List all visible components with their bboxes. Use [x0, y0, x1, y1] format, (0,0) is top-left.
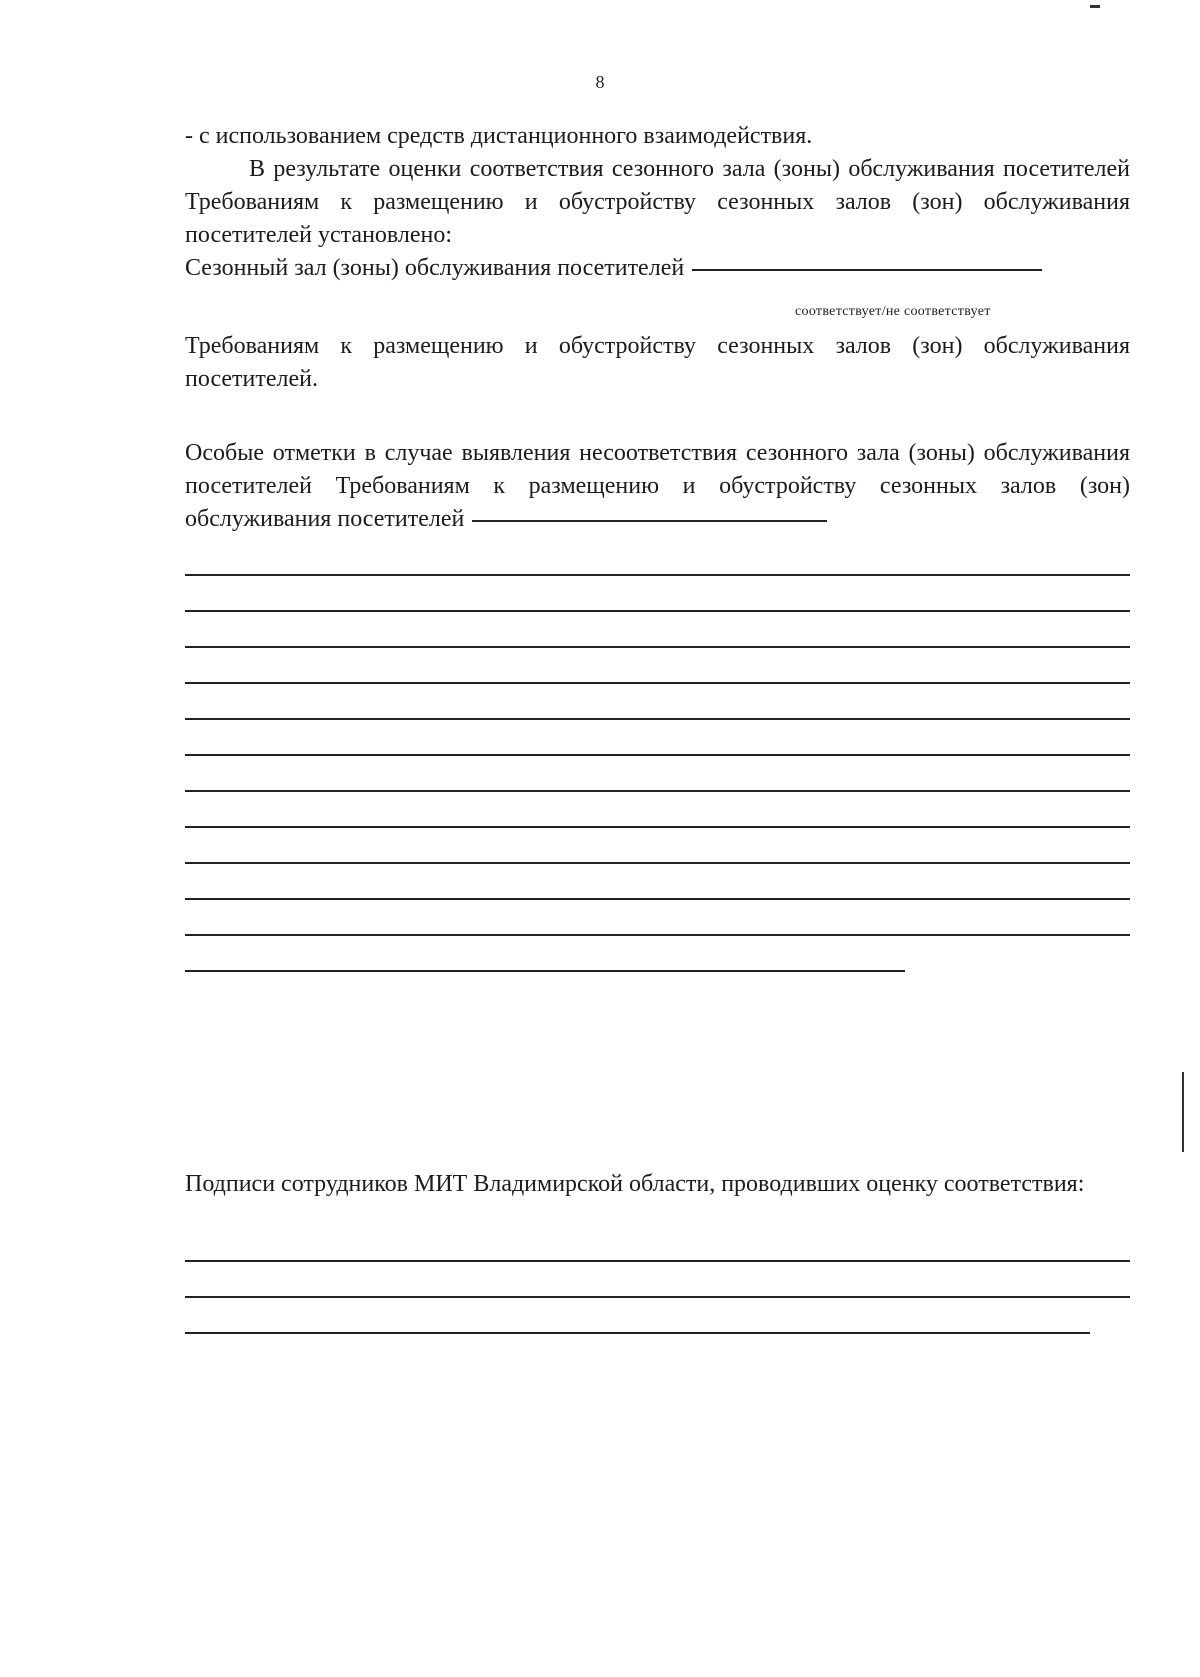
- paragraph-text: - с использованием средств дистанционного взаимодействия.: [185, 123, 813, 149]
- paragraph-text: Требованиям к размещению и обустройству сезонных залов (зон) обслуживания посетителей.: [185, 333, 1130, 392]
- field-caption: соответствует/не соответствует: [795, 304, 991, 319]
- paragraph-assessment-result: [185, 153, 1130, 252]
- notes-blank-line[interactable]: [185, 610, 1130, 612]
- notes-blank-line[interactable]: [185, 682, 1130, 684]
- notes-blank-line[interactable]: [185, 862, 1130, 864]
- paragraph-conformity-statement: [185, 252, 1130, 285]
- notes-blank-line[interactable]: [185, 718, 1130, 720]
- notes-blank-line[interactable]: [185, 574, 1130, 576]
- paragraph-text: В результате оценки соответствия сезонного зала (зоны) обслуживания посетителей Требованиям к размещению и обустройству сезонных залов (зон) обслуживания посетителей установлено:: [185, 156, 1130, 248]
- notes-blank-line[interactable]: [185, 826, 1130, 828]
- notes-blank-line[interactable]: [185, 970, 905, 972]
- paragraph-text: Подписи сотрудников МИТ Владимирской области, проводивших оценку соответствия:: [185, 1171, 1085, 1197]
- notes-blank-line[interactable]: [185, 646, 1130, 648]
- conformity-blank-field[interactable]: [692, 269, 1042, 271]
- special-notes-blank-field[interactable]: [472, 520, 827, 522]
- paragraph-requirements: [185, 330, 1130, 396]
- scan-artifact-mark: [1090, 5, 1100, 8]
- signature-line[interactable]: [185, 1296, 1130, 1298]
- notes-blank-line[interactable]: [185, 934, 1130, 936]
- paragraph-remote-interaction: [185, 120, 1130, 153]
- scan-artifact-mark: [1182, 1072, 1184, 1152]
- paragraph-special-notes: [185, 437, 1130, 536]
- signature-line[interactable]: [185, 1260, 1130, 1262]
- notes-blank-line[interactable]: [185, 790, 1130, 792]
- notes-blank-line[interactable]: [185, 754, 1130, 756]
- notes-blank-line[interactable]: [185, 898, 1130, 900]
- paragraph-text: Сезонный зал (зоны) обслуживания посетителей: [185, 255, 685, 281]
- signature-line[interactable]: [185, 1332, 1090, 1334]
- paragraph-signatures: [185, 1168, 1130, 1201]
- page-number: 8: [595, 72, 605, 92]
- paragraph-text: Особые отметки в случае выявления несоответствия сезонного зала (зоны) обслуживания посетителей Требованиям к размещению и обустройству сезонных залов (зон) обслуживания посетителей: [185, 440, 1130, 532]
